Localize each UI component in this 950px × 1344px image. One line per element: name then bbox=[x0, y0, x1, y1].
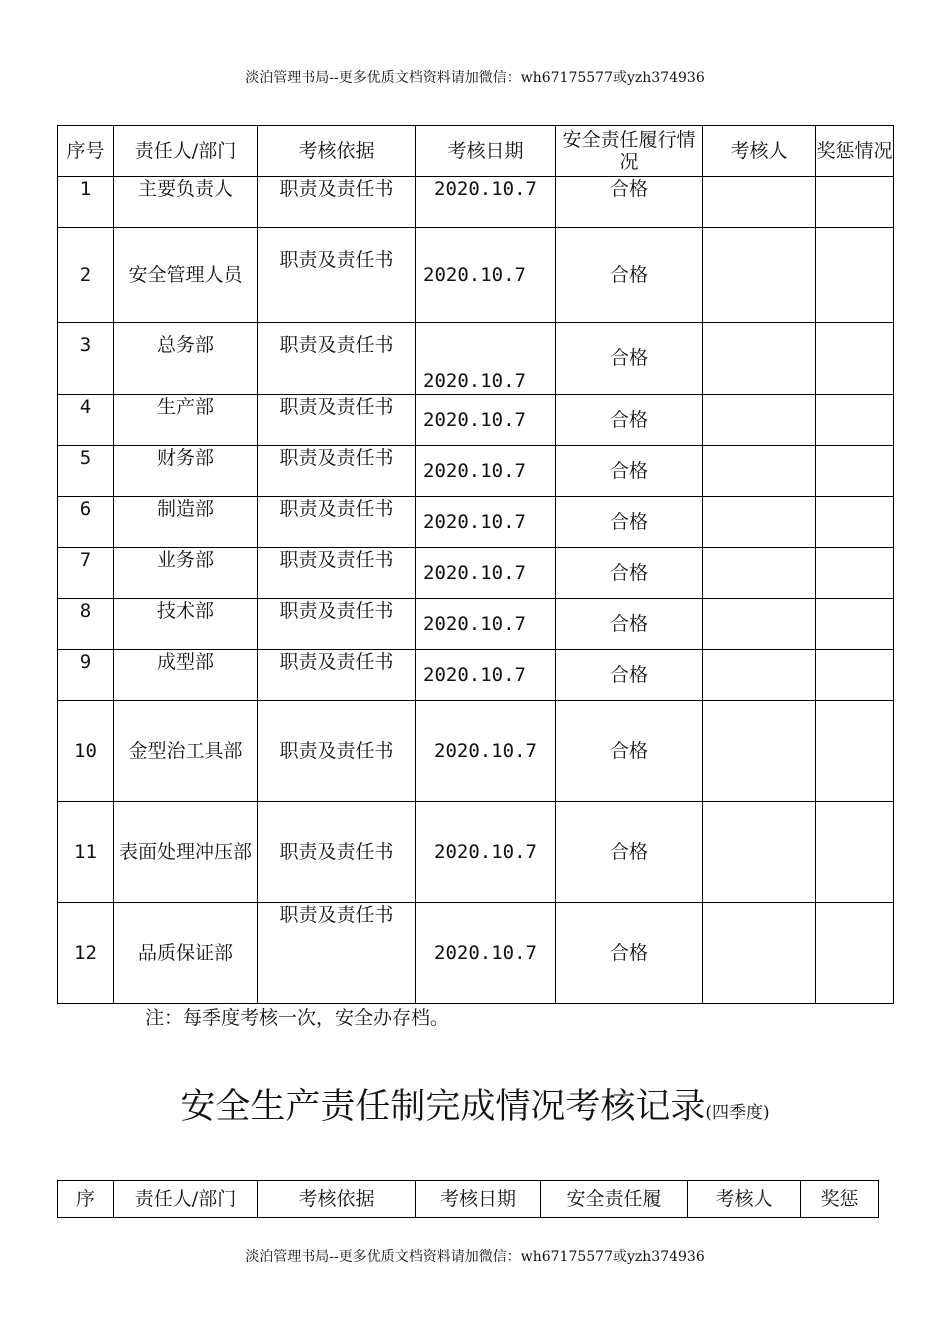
row-status: 合格 bbox=[555, 395, 702, 446]
row-assessor bbox=[702, 395, 815, 446]
row-date: 2020.10.7 bbox=[416, 446, 556, 497]
table-row bbox=[58, 497, 894, 548]
row-seq: 6 bbox=[58, 497, 114, 548]
row-seq: 1 bbox=[58, 177, 114, 228]
row-reward bbox=[815, 903, 893, 1004]
table-row bbox=[58, 903, 894, 1004]
row-basis: 职责及责任书 bbox=[258, 323, 416, 395]
row-basis: 职责及责任书 bbox=[258, 599, 416, 650]
section-title bbox=[0, 1082, 950, 1138]
row-seq: 9 bbox=[58, 650, 114, 701]
row-seq: 4 bbox=[58, 395, 114, 446]
row-status: 合格 bbox=[555, 701, 702, 802]
header-reward: 奖惩情况 bbox=[815, 126, 893, 177]
header-person: 责任人/部门 bbox=[114, 126, 258, 177]
header-person: 责任人/部门 bbox=[114, 1181, 258, 1218]
header-assessor: 考核人 bbox=[702, 126, 815, 177]
row-reward bbox=[815, 802, 893, 903]
row-date: 2020.10.7 bbox=[416, 548, 556, 599]
header-reward: 奖惩 bbox=[801, 1181, 879, 1218]
row-reward bbox=[815, 701, 893, 802]
table-header-row bbox=[58, 126, 894, 177]
page-footer: 淡泊管理书局--更多优质文档资料请加微信：wh67175577或yzh374936 bbox=[245, 1249, 705, 1265]
row-basis: 职责及责任书 bbox=[258, 446, 416, 497]
row-assessor bbox=[702, 446, 815, 497]
row-date: 2020.10.7 bbox=[416, 802, 556, 903]
header-status: 安全责任履 bbox=[541, 1181, 688, 1218]
row-assessor bbox=[702, 599, 815, 650]
row-status: 合格 bbox=[555, 599, 702, 650]
row-person: 生产部 bbox=[114, 395, 258, 446]
row-seq: 2 bbox=[58, 228, 114, 323]
row-basis: 职责及责任书 bbox=[258, 228, 416, 323]
row-person: 安全管理人员 bbox=[114, 228, 258, 323]
row-date: 2020.10.7 bbox=[416, 650, 556, 701]
header-basis: 考核依据 bbox=[258, 1181, 416, 1218]
header-date: 考核日期 bbox=[416, 126, 556, 177]
next-assessment-table bbox=[57, 1180, 879, 1218]
table-row bbox=[58, 446, 894, 497]
table-row bbox=[58, 802, 894, 903]
row-basis: 职责及责任书 bbox=[258, 177, 416, 228]
row-reward bbox=[815, 323, 893, 395]
table-row bbox=[58, 323, 894, 395]
row-person: 技术部 bbox=[114, 599, 258, 650]
row-reward bbox=[815, 395, 893, 446]
row-seq: 8 bbox=[58, 599, 114, 650]
row-seq: 10 bbox=[58, 701, 114, 802]
table-row bbox=[58, 395, 894, 446]
table-row bbox=[58, 599, 894, 650]
row-assessor bbox=[702, 228, 815, 323]
row-reward bbox=[815, 650, 893, 701]
row-basis: 职责及责任书 bbox=[258, 395, 416, 446]
row-assessor bbox=[702, 323, 815, 395]
row-basis: 职责及责任书 bbox=[258, 497, 416, 548]
header-seq: 序 bbox=[58, 1181, 114, 1218]
section-title-text: 安全生产责任制完成情况考核记录 bbox=[180, 1087, 706, 1127]
row-person: 主要负责人 bbox=[114, 177, 258, 228]
row-status: 合格 bbox=[555, 548, 702, 599]
row-person: 总务部 bbox=[114, 323, 258, 395]
row-date: 2020.10.7 bbox=[416, 323, 556, 395]
table-row bbox=[58, 228, 894, 323]
row-status: 合格 bbox=[555, 650, 702, 701]
header-date: 考核日期 bbox=[416, 1181, 541, 1218]
header-status: 安全责任履行情况 bbox=[555, 126, 702, 177]
row-date: 2020.10.7 bbox=[416, 395, 556, 446]
table-row bbox=[58, 548, 894, 599]
row-person: 财务部 bbox=[114, 446, 258, 497]
table-header-row bbox=[58, 1181, 879, 1218]
table-row bbox=[58, 650, 894, 701]
row-person: 金型治工具部 bbox=[114, 701, 258, 802]
row-reward bbox=[815, 599, 893, 650]
row-status: 合格 bbox=[555, 903, 702, 1004]
row-date: 2020.10.7 bbox=[416, 903, 556, 1004]
row-person: 成型部 bbox=[114, 650, 258, 701]
row-date: 2020.10.7 bbox=[416, 701, 556, 802]
row-reward bbox=[815, 228, 893, 323]
row-seq: 11 bbox=[58, 802, 114, 903]
table-row bbox=[58, 701, 894, 802]
section-subtitle: (四季度) bbox=[705, 1103, 770, 1123]
row-status: 合格 bbox=[555, 446, 702, 497]
row-seq: 12 bbox=[58, 903, 114, 1004]
row-basis: 职责及责任书 bbox=[258, 903, 416, 1004]
header-basis: 考核依据 bbox=[258, 126, 416, 177]
row-seq: 5 bbox=[58, 446, 114, 497]
table-row bbox=[58, 177, 894, 228]
row-status: 合格 bbox=[555, 802, 702, 903]
row-status: 合格 bbox=[555, 228, 702, 323]
row-status: 合格 bbox=[555, 323, 702, 395]
row-reward bbox=[815, 177, 893, 228]
row-assessor bbox=[702, 548, 815, 599]
row-assessor bbox=[702, 177, 815, 228]
row-person: 品质保证部 bbox=[114, 903, 258, 1004]
header-seq: 序号 bbox=[58, 126, 114, 177]
table-note: 注：每季度考核一次，安全办存档。 bbox=[145, 1007, 450, 1029]
row-assessor bbox=[702, 701, 815, 802]
row-seq: 7 bbox=[58, 548, 114, 599]
page-header: 淡泊管理书局--更多优质文档资料请加微信：wh67175577或yzh374936 bbox=[245, 70, 705, 86]
row-person: 业务部 bbox=[114, 548, 258, 599]
row-date: 2020.10.7 bbox=[416, 228, 556, 323]
row-reward bbox=[815, 548, 893, 599]
row-assessor bbox=[702, 903, 815, 1004]
row-person: 制造部 bbox=[114, 497, 258, 548]
row-date: 2020.10.7 bbox=[416, 599, 556, 650]
header-assessor: 考核人 bbox=[688, 1181, 801, 1218]
row-basis: 职责及责任书 bbox=[258, 650, 416, 701]
row-basis: 职责及责任书 bbox=[258, 701, 416, 802]
row-assessor bbox=[702, 802, 815, 903]
row-person: 表面处理冲压部 bbox=[114, 802, 258, 903]
row-basis: 职责及责任书 bbox=[258, 802, 416, 903]
row-date: 2020.10.7 bbox=[416, 497, 556, 548]
row-assessor bbox=[702, 497, 815, 548]
row-seq: 3 bbox=[58, 323, 114, 395]
row-basis: 职责及责任书 bbox=[258, 548, 416, 599]
row-reward bbox=[815, 446, 893, 497]
assessment-table bbox=[57, 125, 894, 1004]
row-status: 合格 bbox=[555, 497, 702, 548]
row-assessor bbox=[702, 650, 815, 701]
row-date: 2020.10.7 bbox=[416, 177, 556, 228]
row-status: 合格 bbox=[555, 177, 702, 228]
row-reward bbox=[815, 497, 893, 548]
